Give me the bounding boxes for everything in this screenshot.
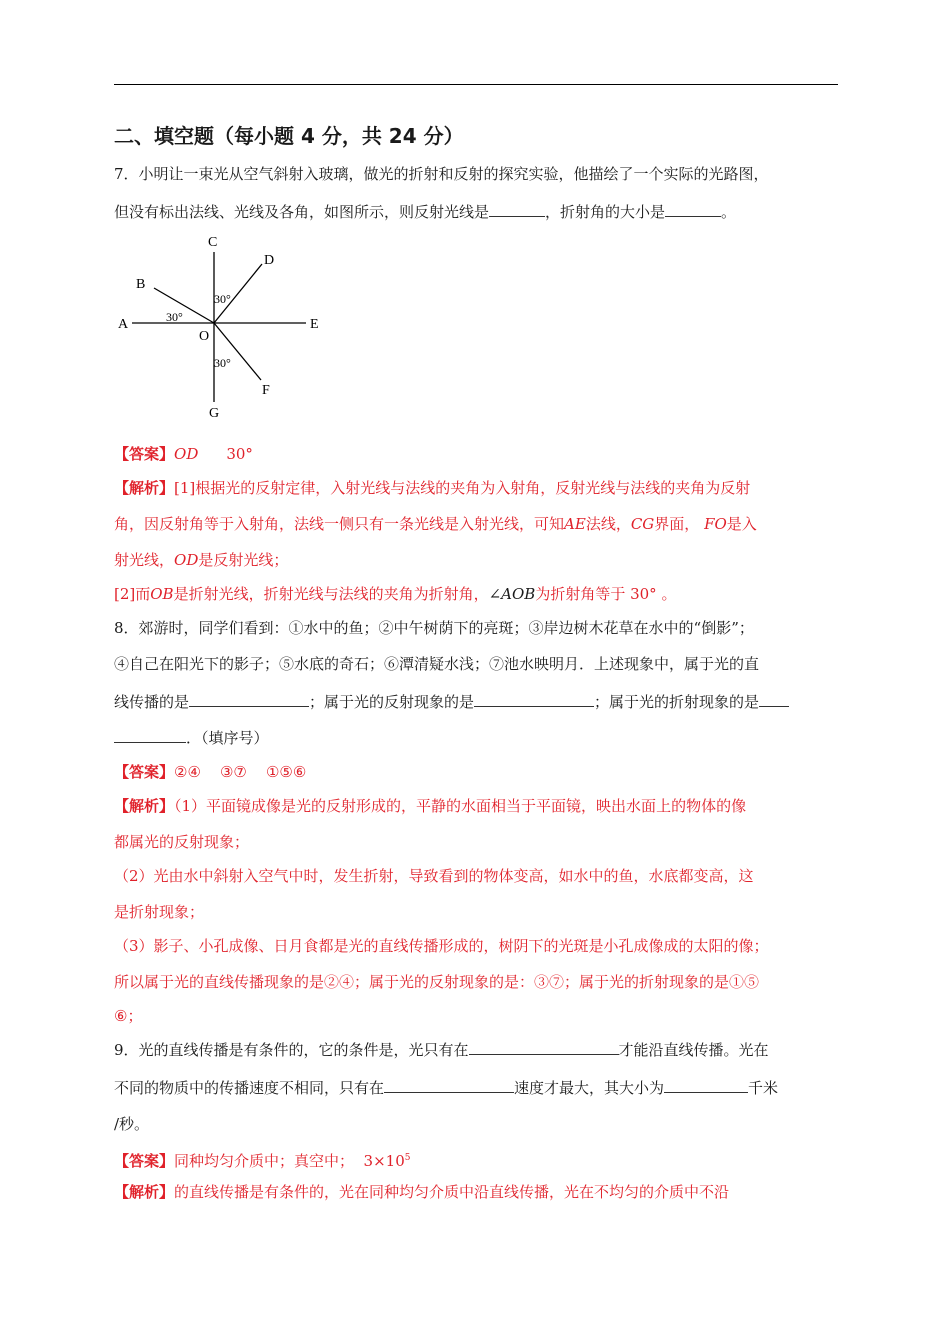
q7-answer: 【答案】OD 30° xyxy=(114,445,253,463)
q8-analysis-3: （2）光由水中斜射入空气中时，发生折射，导致看到的物体变高，如水中的鱼，水底都变高，这 xyxy=(114,867,754,885)
q9-line2: 不同的物质中的传播速度不相同，只有在 速度才最大，其大小为 千米 xyxy=(114,1079,779,1097)
q9-line1: 9．光的直线传播是有条件的，它的条件是，光只有在 才能沿直线传播。光在 xyxy=(114,1041,769,1059)
q8-line4: ．（填序号） xyxy=(114,728,269,748)
ray-ob xyxy=(154,288,214,323)
label-g: G xyxy=(209,406,220,421)
angle-label-cd: 30° xyxy=(214,292,231,306)
q8-line2: ④自己在阳光下的影子；⑤水底的奇石；⑥潭清疑水浅；⑦池水映明月．上述现象中，属于光的直 xyxy=(114,655,760,673)
label-f: F xyxy=(262,383,270,398)
q9-blank-2[interactable] xyxy=(384,1078,514,1093)
q9-analysis: 【解析】的直线传播是有条件的，光在同种均匀介质中沿直线传播，光在不均匀的介质中不沿 xyxy=(114,1183,730,1201)
angle-label-ab: 30° xyxy=(166,310,183,324)
q7-analysis-2: 角，因反射角等于入射角，法线一侧只有一条光线是入射光线，可知AE法线，CG界面， FO是入 xyxy=(114,515,757,533)
q7-analysis-3: 射光线，OD是反射光线； xyxy=(114,551,289,569)
q8-blank-2[interactable] xyxy=(474,692,594,707)
q7-blank-2[interactable] xyxy=(665,202,721,217)
header-rule xyxy=(114,84,838,85)
angle-label-gf: 30° xyxy=(214,356,231,370)
label-d: D xyxy=(264,253,275,268)
q7-line1: 7．小明让一束光从空气斜射入玻璃，做光的折射和反射的探究实验，他描绘了一个实际的光路图， xyxy=(114,165,769,183)
q9-blank-3[interactable] xyxy=(664,1078,748,1093)
q8-blank-3a[interactable] xyxy=(759,692,789,707)
q8-analysis-4: 是折射现象； xyxy=(114,903,205,921)
q8-analysis-5: （3）影子、小孔成像、日月食都是光的直线传播形成的，树阴下的光斑是小孔成像成的太阳的像； xyxy=(114,937,769,955)
label-e: E xyxy=(310,317,319,332)
light-path-figure xyxy=(110,230,330,425)
q8-line1: 8．郊游时，同学们看到：①水中的鱼；②中午树荫下的亮斑；③岸边树木花草在水中的“倒影”； xyxy=(114,619,754,637)
section-title: 二、填空题（每小题 4 分，共 24 分） xyxy=(114,124,464,148)
q7-blank-1[interactable] xyxy=(489,202,545,217)
q8-blank-3b[interactable] xyxy=(114,728,186,743)
q8-line3: 线传播的是 ；属于光的反射现象的是 ；属于光的折射现象的是 xyxy=(114,692,789,712)
label-c: C xyxy=(208,235,218,250)
q7-line2: 但没有标出法线、光线及各角，如图所示，则反射光线是 ，折射角的大小是 。 xyxy=(114,203,737,221)
ray-of xyxy=(214,323,261,380)
q9-blank-1[interactable] xyxy=(469,1040,619,1055)
q9-answer: 【答案】同种均匀介质中；真空中； $3\times 10^5$ xyxy=(114,1152,411,1170)
q8-analysis-2: 都属光的反射现象； xyxy=(114,833,250,851)
label-b: B xyxy=(136,277,146,292)
q8-analysis-1: 【解析】（1）平面镜成像是光的反射形成的，平静的水面相当于平面镜，映出水面上的物体的像 xyxy=(114,797,747,815)
q7-analysis-1: 【解析】[1]根据光的反射定律，入射光线与法线的夹角为入射角，反射光线与法线的夹角为反射 xyxy=(114,479,751,497)
q7-analysis-4: [2]而OB是折射光线，折射光线与法线的夹角为折射角，∠AOB为折射角等于 30° 。 xyxy=(114,585,677,603)
q8-analysis-7: ⑥； xyxy=(114,1007,143,1025)
q8-answer: 【答案】②④ ③⑦ ①⑤⑥ xyxy=(114,763,307,781)
q8-blank-1[interactable] xyxy=(189,692,309,707)
label-o: O xyxy=(199,329,210,344)
label-a: A xyxy=(118,317,129,332)
q8-analysis-6: 所以属于光的直线传播现象的是②④；属于光的反射现象的是：③⑦；属于光的折射现象的是①⑤ xyxy=(114,973,760,991)
q9-line3: /秒。 xyxy=(114,1115,150,1133)
